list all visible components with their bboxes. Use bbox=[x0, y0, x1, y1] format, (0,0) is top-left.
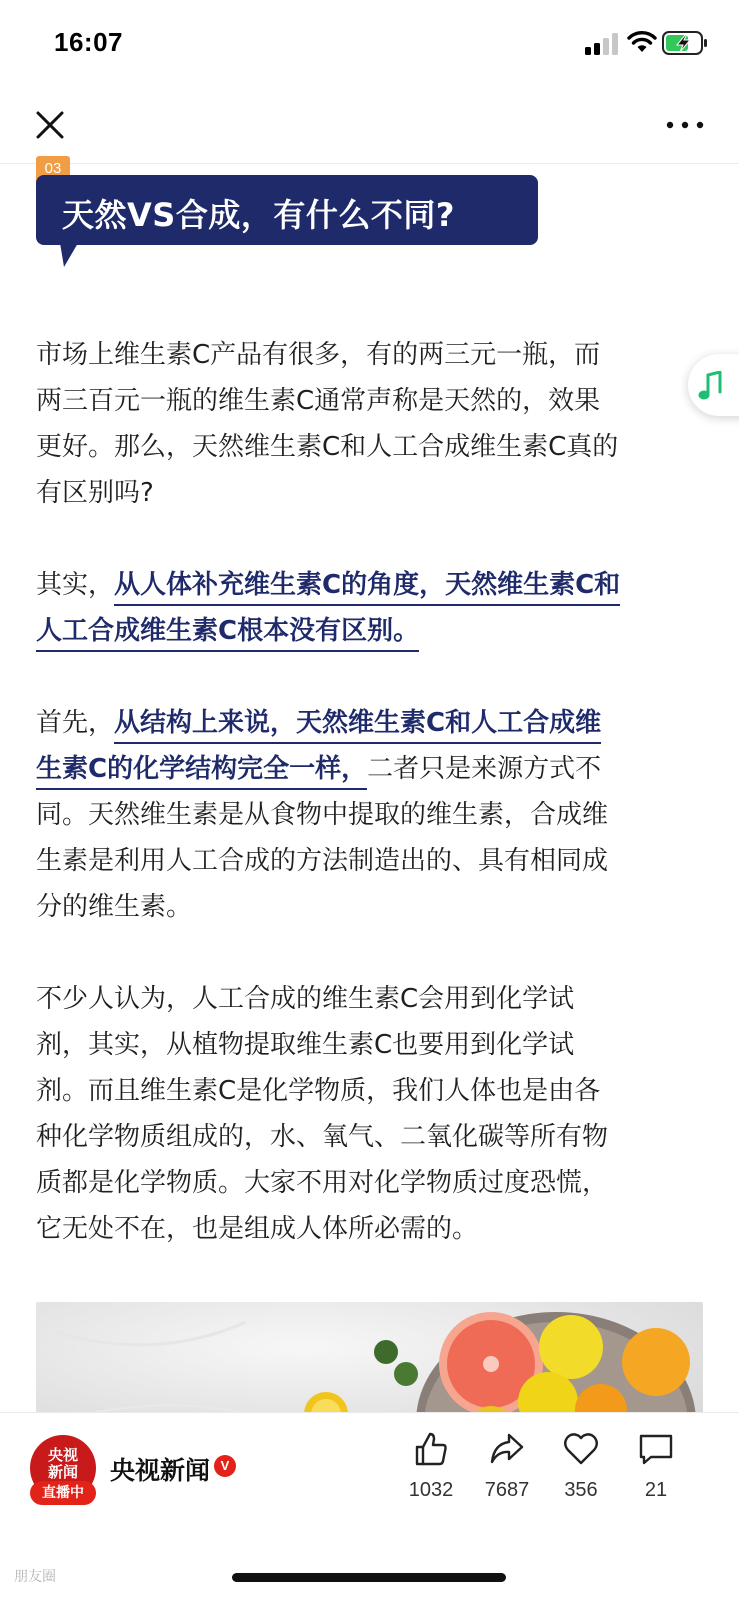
like-count: 1032 bbox=[408, 1479, 454, 1501]
paragraph-line: 质都是化学物质。大家不用对化学物质过度恐慌， bbox=[36, 1168, 609, 1198]
paragraph-text: 二者只是来源方式不 bbox=[367, 754, 602, 784]
paragraph-line: 剂，其实，从植物提取维生素C也要用到化学试 bbox=[36, 1030, 575, 1060]
wifi-icon bbox=[627, 30, 657, 54]
paragraph-line: 两三百元一瓶的维生素C通常声称是天然的，效果 bbox=[36, 386, 601, 416]
close-icon[interactable] bbox=[30, 105, 70, 145]
battery-charging-icon bbox=[662, 31, 708, 55]
paragraph-line: 剂。而且维生素C是化学物质，我们人体也是由各 bbox=[36, 1076, 601, 1106]
status-bar bbox=[0, 0, 739, 90]
paragraph-lead: 首先， bbox=[36, 708, 115, 738]
paragraph-line: 有区别吗? bbox=[36, 478, 154, 508]
music-note-icon bbox=[698, 371, 726, 401]
heart-icon bbox=[563, 1431, 599, 1467]
paragraph-line: 种化学物质组成的，水、氧气、二氧化碳等所有物 bbox=[36, 1122, 609, 1152]
section-number: 03 bbox=[44, 160, 62, 177]
paragraph-chemistry bbox=[36, 976, 708, 1252]
thumbs-up-icon bbox=[413, 1431, 449, 1467]
comment-bubble-icon bbox=[638, 1431, 674, 1467]
avatar-logo-text bbox=[30, 1447, 96, 1481]
like-button[interactable] bbox=[396, 1431, 466, 1511]
moments-label: 朋友圈 bbox=[14, 1569, 56, 1585]
share-count: 7687 bbox=[484, 1479, 530, 1501]
highlight-text: 生素C的化学结构完全一样， bbox=[36, 754, 367, 790]
home-indicator[interactable] bbox=[232, 1573, 506, 1582]
paragraph-line: 生素是利用人工合成的方法制造出的、具有相同成 bbox=[36, 846, 609, 876]
nav-bar bbox=[0, 90, 739, 164]
paragraph-line: 市场上维生素C产品有很多，有的两三元一瓶，而 bbox=[36, 340, 601, 370]
paragraph-line: 它无处不在，也是组成人体所必需的。 bbox=[36, 1214, 479, 1244]
share-arrow-icon bbox=[489, 1431, 525, 1467]
highlight-text: 人工合成维生素C根本没有区别。 bbox=[36, 616, 419, 652]
paragraph-conclusion bbox=[36, 562, 708, 654]
paragraph-intro bbox=[36, 332, 708, 516]
highlight-text: 从人体补充维生素C的角度，天然维生素C和 bbox=[114, 570, 620, 606]
cellular-signal-icon bbox=[585, 33, 621, 55]
section-title: 天然VS合成，有什么不同? bbox=[62, 196, 455, 234]
comment-button[interactable] bbox=[621, 1431, 691, 1511]
paragraph-line: 不少人认为，人工合成的维生素C会用到化学试 bbox=[36, 984, 575, 1014]
avatar-line: 央视 bbox=[47, 1446, 78, 1464]
bottom-action-bar bbox=[0, 1412, 739, 1600]
paragraph-line: 更好。那么，天然维生素C和人工合成维生素C真的 bbox=[36, 432, 619, 462]
paragraph-lead: 其实， bbox=[36, 570, 115, 600]
share-button[interactable] bbox=[472, 1431, 542, 1511]
paragraph-line: 同。天然维生素是从食物中提取的维生素，合成维 bbox=[36, 800, 609, 830]
favorite-count: 356 bbox=[564, 1479, 598, 1501]
avatar-line: 新闻 bbox=[47, 1463, 78, 1481]
paragraph-line: 分的维生素。 bbox=[36, 892, 193, 922]
highlight-text: 从结构上来说，天然维生素C和人工合成维 bbox=[114, 708, 601, 744]
verified-badge-icon: V bbox=[214, 1455, 236, 1477]
live-badge[interactable]: 直播中 bbox=[30, 1481, 96, 1505]
more-options-icon[interactable] bbox=[660, 105, 710, 145]
account-name[interactable]: 央视新闻 bbox=[110, 1456, 211, 1485]
paragraph-structure bbox=[36, 700, 708, 930]
status-time: 16:07 bbox=[54, 27, 123, 57]
comment-count: 21 bbox=[644, 1479, 668, 1501]
favorite-button[interactable] bbox=[546, 1431, 616, 1511]
section-heading-tail bbox=[60, 243, 78, 267]
